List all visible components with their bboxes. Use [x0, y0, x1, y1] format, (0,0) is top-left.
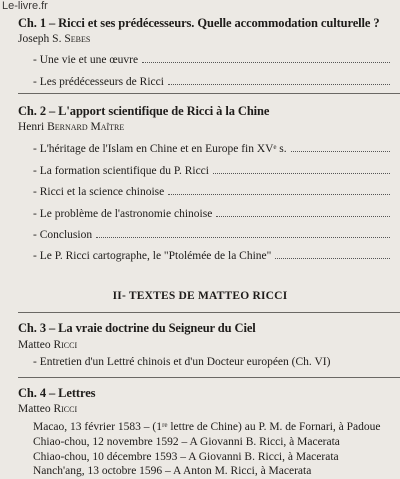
divider — [18, 377, 400, 378]
chapter-2-author — [18, 121, 124, 133]
dotted-leader — [142, 62, 390, 63]
chapter-3-author — [18, 339, 77, 351]
toc-entry-text: - Entretien d'un Lettré chinois et d'un Docteur européen (Ch. VI) — [33, 356, 331, 368]
chapter-3-title: Ch. 3 – La vraie doctrine du Seigneur du Ciel — [18, 321, 256, 335]
toc-entry-text: - Les prédécesseurs de Ricci — [33, 76, 164, 88]
toc-entry-text: - Le P. Ricci cartographe, le "Ptolémée de la Chine" — [33, 250, 272, 262]
chapter-1-author-last: Sebes — [64, 33, 91, 45]
chapter-4-title: Ch. 4 – Lettres — [18, 386, 96, 400]
dotted-leader — [96, 237, 390, 238]
toc-entry — [33, 225, 390, 241]
dotted-leader — [213, 173, 390, 174]
divider — [18, 93, 400, 94]
chapter-2-title: Ch. 2 – L'apport scientifique de Ricci à la Chine — [18, 104, 270, 118]
toc-entry — [33, 139, 390, 155]
toc-entry-text: - Conclusion — [33, 229, 93, 241]
chapter-1-author — [18, 33, 90, 45]
dotted-leader — [168, 194, 390, 195]
chapter-1-author-first: Joseph S. — [18, 33, 62, 45]
toc-entry — [33, 72, 390, 88]
toc-entry — [33, 204, 390, 220]
letter-entry: Macao, 13 février 1583 – (1ʳᵉ lettre de Chine) au P. M. de Fornari, à Padoue — [33, 421, 381, 433]
toc-entry — [33, 246, 390, 262]
watermark: Le-livre.fr — [2, 0, 48, 12]
divider — [18, 312, 400, 313]
chapter-2-author-last: Bernard Maître — [47, 121, 125, 133]
letter-entry: Chiao-chou, 12 novembre 1592 – A Giovanni B. Ricci, à Macerata — [33, 436, 340, 448]
chapter-1-title: Ch. 1 – Ricci et ses prédécesseurs. Quelle accommodation culturelle ? — [18, 16, 380, 30]
toc-entry-text: - Le problème de l'astronomie chinoise — [33, 208, 213, 220]
dotted-leader — [275, 258, 390, 259]
chapter-3-author-last: Ricci — [53, 339, 78, 351]
toc-entry-text: - Une vie et une œuvre — [33, 54, 139, 66]
toc-entry — [33, 50, 390, 66]
toc-entry-text: - L'héritage de l'Islam en Chine et en Europe fin XVᵉ s. — [33, 143, 287, 155]
dotted-leader — [216, 216, 390, 217]
toc-entry — [33, 182, 390, 198]
toc-entry-text: - Ricci et la science chinoise — [33, 186, 165, 198]
toc-entry — [33, 161, 390, 177]
chapter-4-author-first: Matteo — [18, 403, 51, 415]
section-heading: II- TEXTES DE MATTEO RICCI — [112, 290, 288, 302]
toc-entry-text: - La formation scientifique du P. Ricci — [33, 165, 209, 177]
chapter-4-author — [18, 403, 77, 415]
dotted-leader — [168, 84, 390, 85]
chapter-3-author-first: Matteo — [18, 339, 51, 351]
letter-entry: Chiao-chou, 10 décembre 1593 – A Giovanni B. Ricci, à Macerata — [33, 451, 339, 463]
letter-entry: Nanch'ang, 13 octobre 1596 – A Anton M. Ricci, à Macerata — [33, 465, 312, 477]
dotted-leader — [291, 151, 390, 152]
chapter-4-author-last: Ricci — [53, 403, 78, 415]
chapter-2-author-first: Henri — [18, 121, 45, 133]
